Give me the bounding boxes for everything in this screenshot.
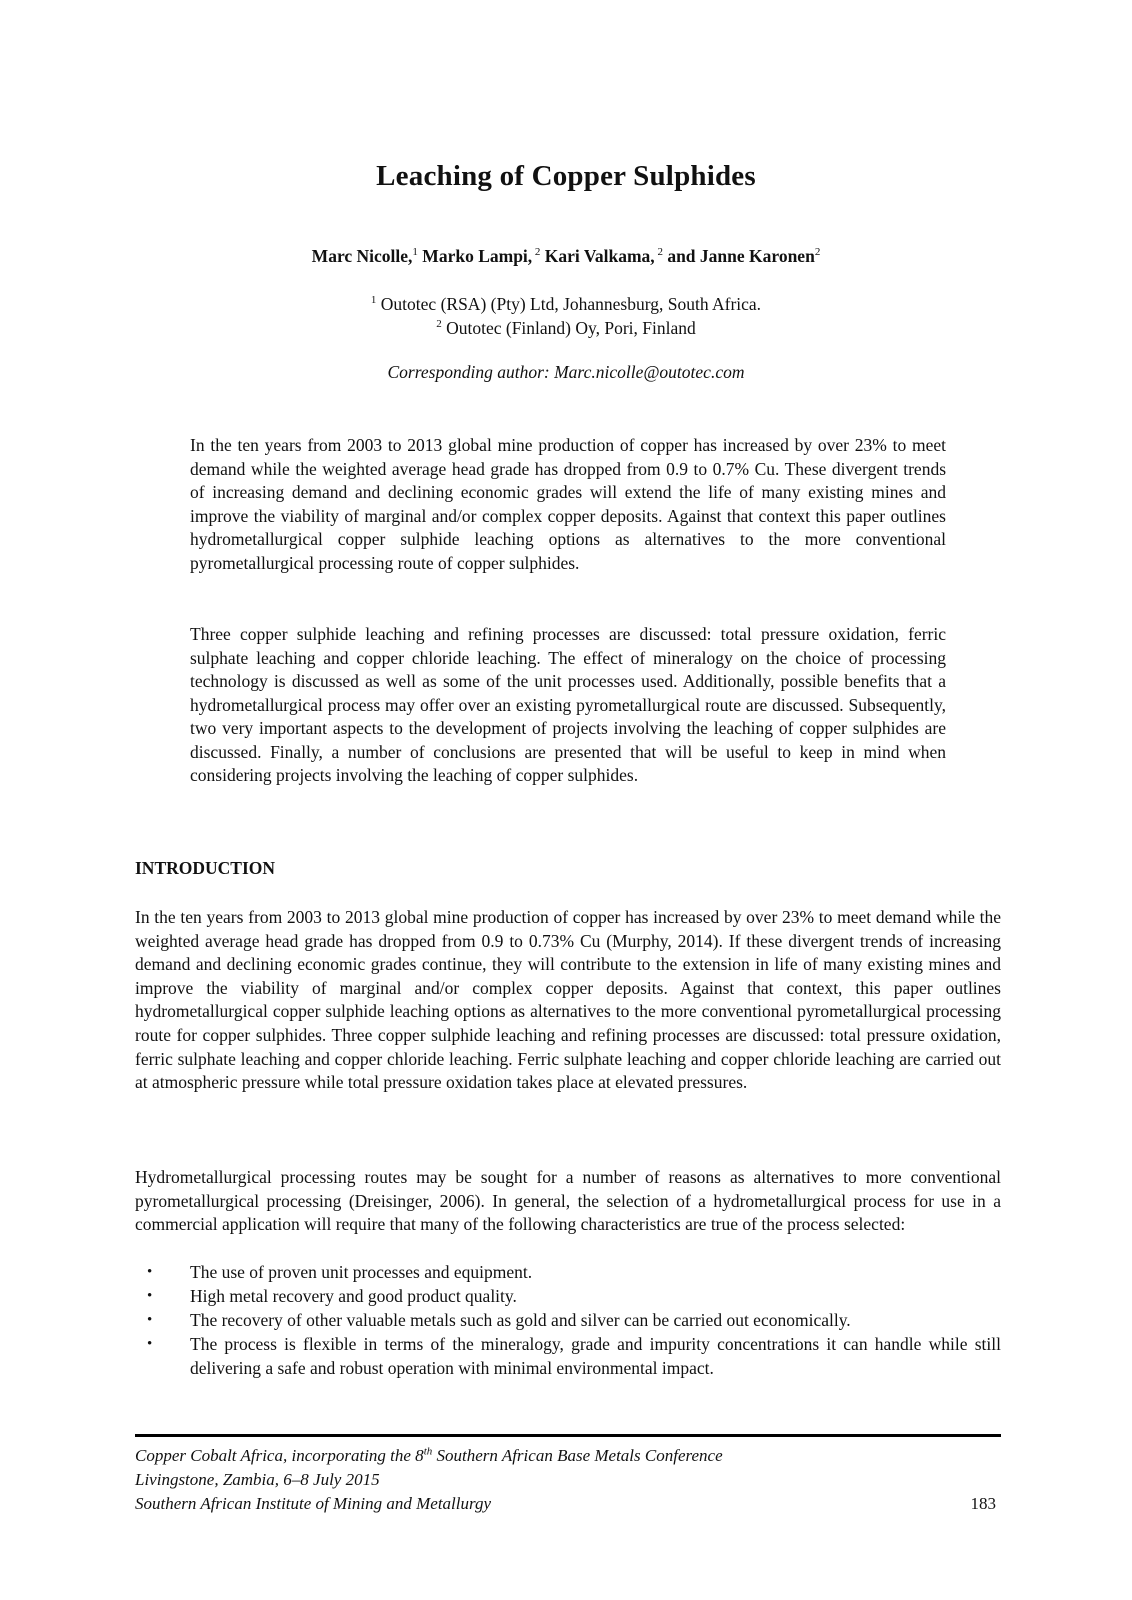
author-affiliation-mark: 2: [532, 246, 541, 259]
bullet-icon: •: [147, 1288, 153, 1304]
list-item: [135, 1308, 1001, 1332]
author-list: [0, 246, 1132, 267]
author-affiliation-mark: 2: [654, 246, 663, 259]
bullet-icon: •: [147, 1336, 153, 1352]
affiliation-2: [0, 318, 1132, 339]
intro-paragraph-2: Hydrometallurgical processing routes may be sought for a number of reasons as alternatives to more conventional pyrometallurgical processing (Dreisinger, 2006). In general, the selection of a hydrometallurgical process for use in a commercial application will require that many of the following characteristics are true of the process selected:: [135, 1167, 1001, 1235]
list-item: [135, 1284, 1001, 1308]
author-name: Marko Lampi,: [417, 246, 533, 266]
bullet-icon: •: [147, 1312, 153, 1328]
footer-divider: [135, 1434, 1001, 1437]
corresponding-author: Corresponding author: Marc.nicolle@outotec.com: [387, 362, 745, 382]
author-affiliation-mark: 2: [814, 246, 821, 259]
list-item-text: The use of proven unit processes and equipment.: [190, 1262, 533, 1282]
affiliation-1: [0, 294, 1132, 315]
paper-title: Leaching of Copper Sulphides: [376, 160, 756, 192]
characteristics-list: [135, 1260, 1001, 1380]
intro-paragraph-1: In the ten years from 2003 to 2013 global mine production of copper has increased by over 23% to meet demand while the weighted average head grade has dropped from 0.9 to 0.73% Cu (Murphy, 2014). If these divergent trends of increasing demand and declining economic grades continue, they will contribute to the extension in life of many existing mines and improve the viability of marginal and/or complex copper deposits. Against that context, this paper outlines hydrometallurgical copper sulphide leaching options as alternatives to the more conventional pyrometallurgical processing route for copper sulphides. Three copper sulphide leaching and refining processes are discussed: total pressure oxidation, ferric sulphate leaching and copper chloride leaching. Ferric sulphate leaching and copper chloride leaching are carried out at atmospheric pressure while total pressure oxidation takes place at elevated pressures.: [135, 907, 1001, 1093]
bullet-icon: •: [147, 1264, 153, 1280]
author-name: Kari Valkama,: [540, 246, 655, 266]
page-number: 183: [970, 1494, 996, 1513]
footer-conference-line: [135, 1446, 723, 1466]
abstract-paragraph-2: Three copper sulphide leaching and refining processes are discussed: total pressure oxidation, ferric sulphate leaching and copper chloride leaching. The effect of mineralogy on the choice of processing technology is discussed as well as some of the unit processes used. Additionally, possible benefits that a hydrometallurgical process may offer over an existing pyrometallurgical route are discussed. Subsequently, two very important aspects to the development of projects involving the leaching of copper sulphides are discussed. Finally, a number of conclusions are presented that will be useful to keep in mind when considering projects involving the leaching of copper sulphides.: [190, 624, 946, 785]
list-item-text: The recovery of other valuable metals such as gold and silver can be carried out economically.: [190, 1310, 851, 1330]
affiliation-mark: 1: [370, 294, 377, 307]
affiliation-mark: 2: [436, 318, 442, 331]
author-affiliation-mark: 1: [412, 246, 418, 259]
footer-ordinal-suffix: th: [423, 1445, 433, 1458]
footer-conference-text: Copper Cobalt Africa, incorporating the 8: [135, 1446, 424, 1465]
affiliation-text: Outotec (Finland) Oy, Pori, Finland: [441, 318, 696, 338]
footer-conference-text-cont: Southern African Base Metals Conference: [432, 1446, 723, 1465]
list-item-text: The process is flexible in terms of the mineralogy, grade and impurity concentrations it can handle while still delivering a safe and robust operation with minimal environmental impact.: [190, 1334, 1001, 1378]
footer-institute-line: Southern African Institute of Mining and Metallurgy: [135, 1494, 492, 1513]
author-name: and Janne Karonen: [662, 246, 815, 266]
section-heading-introduction: INTRODUCTION: [135, 858, 276, 878]
abstract-paragraph-1: In the ten years from 2003 to 2013 global mine production of copper has increased by over 23% to meet demand while the weighted average head grade has dropped from 0.9 to 0.7% Cu. These divergent trends of increasing demand and declining economic grades will extend the life of many existing mines and improve the viability of marginal and/or complex copper deposits. Against that context this paper outlines hydrometallurgical copper sulphide leaching options as alternatives to the more conventional pyrometallurgical processing route of copper sulphides.: [190, 435, 946, 573]
affiliation-text: Outotec (RSA) (Pty) Ltd, Johannesburg, South Africa.: [376, 294, 762, 314]
list-item: [135, 1260, 1001, 1284]
list-item: [135, 1332, 1001, 1380]
author-name: Marc Nicolle,: [311, 246, 413, 266]
footer-location-line: Livingstone, Zambia, 6–8 July 2015: [135, 1470, 380, 1489]
list-item-text: High metal recovery and good product quality.: [190, 1286, 517, 1306]
